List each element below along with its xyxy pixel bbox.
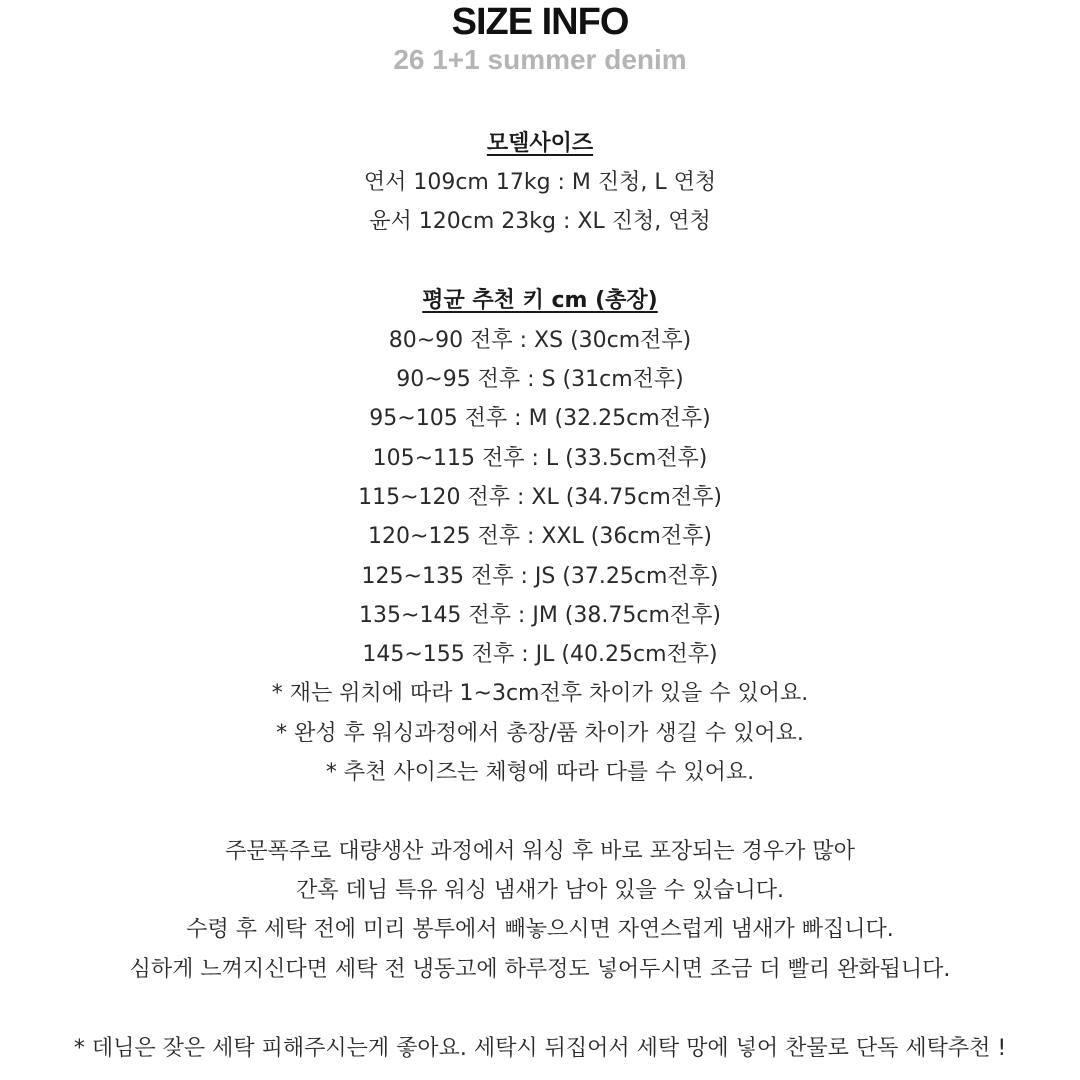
size-row: 80~90 전후 : XS (30cm전후) xyxy=(388,328,692,353)
size-row: 135~145 전후 : JM (38.75cm전후) xyxy=(359,603,721,628)
model-size-heading: 모델사이즈 xyxy=(486,131,594,156)
recommend-heading: 평균 추천 키 cm (총장) xyxy=(422,288,658,313)
size-row: 145~155 전후 : JL (40.25cm전후) xyxy=(362,642,718,667)
wash-tip: * 데님은 잦은 세탁 피해주시는게 좋아요. 세탁시 뒤집어서 세탁 망에 넣어 찬물로 단독 세탁추천 ! xyxy=(73,1036,1007,1061)
size-row: 90~95 전후 : S (31cm전후) xyxy=(396,367,684,392)
notice-line: 간혹 데님 특유 워싱 냄새가 남아 있을 수 있습니다. xyxy=(296,878,784,903)
size-note: * 완성 후 워싱과정에서 총장/품 차이가 생길 수 있어요. xyxy=(276,721,804,746)
model-line: 연서 109cm 17kg : M 진청, L 연청 xyxy=(363,170,717,195)
size-note: * 재는 위치에 따라 1~3cm전후 차이가 있을 수 있어요. xyxy=(271,681,809,706)
size-row: 95~105 전후 : M (32.25cm전후) xyxy=(369,406,711,431)
page-subtitle: 26 1+1 summer denim xyxy=(393,44,687,75)
size-row: 105~115 전후 : L (33.5cm전후) xyxy=(372,446,708,471)
notice-line: 주문폭주로 대량생산 과정에서 워싱 후 바로 포장되는 경우가 많아 xyxy=(225,839,855,864)
size-note: * 추천 사이즈는 체형에 따라 다를 수 있어요. xyxy=(325,760,755,785)
model-line: 윤서 120cm 23kg : XL 진청, 연청 xyxy=(369,209,711,234)
notice-line: 심하게 느껴지신다면 세탁 전 냉동고에 하루정도 넣어두시면 조금 더 빨리 완화됩니다. xyxy=(129,957,951,982)
size-row: 125~135 전후 : JS (37.25cm전후) xyxy=(361,564,719,589)
size-row: 120~125 전후 : XXL (36cm전후) xyxy=(368,524,712,549)
notice-line: 수령 후 세탁 전에 미리 봉투에서 빼놓으시면 자연스럽게 냄새가 빠집니다. xyxy=(186,917,894,942)
size-row: 115~120 전후 : XL (34.75cm전후) xyxy=(358,485,722,510)
page-title: SIZE INFO xyxy=(451,1,629,43)
